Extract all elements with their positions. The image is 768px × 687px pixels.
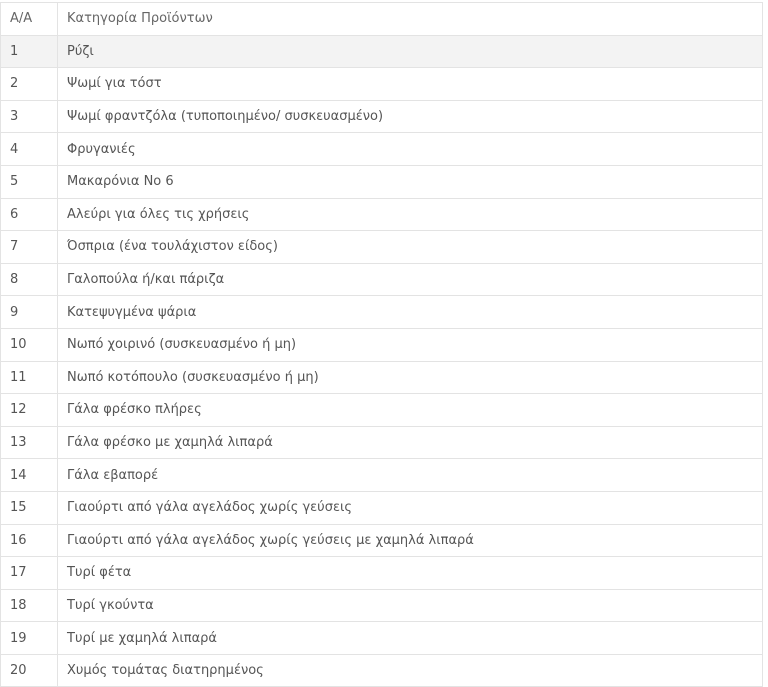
row-category-cell: Όσπρια (ένα τουλάχιστον είδος) xyxy=(58,231,763,264)
row-category-cell: Ψωμί φραντζόλα (τυποποιημένο/ συσκευασμένο) xyxy=(58,100,763,133)
row-category-cell: Ρύζι xyxy=(58,35,763,68)
row-category-cell: Τυρί φέτα xyxy=(58,557,763,590)
row-category-cell: Γάλα φρέσκο με χαμηλά λιπαρά xyxy=(58,426,763,459)
table-row xyxy=(1,622,763,655)
row-index-cell: 18 xyxy=(1,589,58,622)
column-header-category: Κατηγορία Προϊόντων xyxy=(58,3,763,36)
row-index-cell: 8 xyxy=(1,263,58,296)
row-index-cell: 6 xyxy=(1,198,58,231)
table-row xyxy=(1,263,763,296)
row-index-cell: 9 xyxy=(1,296,58,329)
row-index-cell: 3 xyxy=(1,100,58,133)
table-row xyxy=(1,557,763,590)
table-row xyxy=(1,589,763,622)
row-category-cell: Νωπό κοτόπουλο (συσκευασμένο ή μη) xyxy=(58,361,763,394)
row-category-cell: Μακαρόνια Νο 6 xyxy=(58,165,763,198)
table-row xyxy=(1,459,763,492)
row-index-cell: 7 xyxy=(1,231,58,264)
row-index-cell: 10 xyxy=(1,328,58,361)
row-index-cell: 17 xyxy=(1,557,58,590)
row-category-cell: Γάλα φρέσκο πλήρες xyxy=(58,394,763,427)
table-row xyxy=(1,361,763,394)
table-row xyxy=(1,426,763,459)
row-category-cell: Αλεύρι για όλες τις χρήσεις xyxy=(58,198,763,231)
table-body xyxy=(1,35,763,687)
table-row xyxy=(1,133,763,166)
row-index-cell: 12 xyxy=(1,394,58,427)
row-category-cell: Ψωμί για τόστ xyxy=(58,68,763,101)
row-category-cell: Κατεψυγμένα ψάρια xyxy=(58,296,763,329)
row-index-cell: 14 xyxy=(1,459,58,492)
row-index-cell: 20 xyxy=(1,654,58,687)
table-row xyxy=(1,491,763,524)
table-header xyxy=(1,3,763,36)
table-row xyxy=(1,394,763,427)
row-index-cell: 2 xyxy=(1,68,58,101)
row-index-cell: 13 xyxy=(1,426,58,459)
row-index-cell: 15 xyxy=(1,491,58,524)
row-index-cell: 19 xyxy=(1,622,58,655)
table-row xyxy=(1,328,763,361)
row-category-cell: Γαλοπούλα ή/και πάριζα xyxy=(58,263,763,296)
table-row xyxy=(1,654,763,687)
row-index-cell: 5 xyxy=(1,165,58,198)
table-header-row xyxy=(1,3,763,36)
table-row xyxy=(1,35,763,68)
row-category-cell: Γάλα εβαπορέ xyxy=(58,459,763,492)
row-category-cell: Τυρί με χαμηλά λιπαρά xyxy=(58,622,763,655)
table-row xyxy=(1,231,763,264)
row-index-cell: 16 xyxy=(1,524,58,557)
table-row xyxy=(1,524,763,557)
table-row xyxy=(1,68,763,101)
row-category-cell: Χυμός τομάτας διατηρημένος xyxy=(58,654,763,687)
row-category-cell: Νωπό χοιρινό (συσκευασμένο ή μη) xyxy=(58,328,763,361)
table-row xyxy=(1,100,763,133)
product-categories-table xyxy=(0,2,763,687)
row-category-cell: Γιαούρτι από γάλα αγελάδος χωρίς γεύσεις xyxy=(58,491,763,524)
row-category-cell: Φρυγανιές xyxy=(58,133,763,166)
row-category-cell: Γιαούρτι από γάλα αγελάδος χωρίς γεύσεις με χαμηλά λιπαρά xyxy=(58,524,763,557)
column-header-index: Α/Α xyxy=(1,3,58,36)
row-index-cell: 1 xyxy=(1,35,58,68)
row-category-cell: Τυρί γκούντα xyxy=(58,589,763,622)
table-row xyxy=(1,165,763,198)
row-index-cell: 4 xyxy=(1,133,58,166)
table-row xyxy=(1,296,763,329)
row-index-cell: 11 xyxy=(1,361,58,394)
table-row xyxy=(1,198,763,231)
